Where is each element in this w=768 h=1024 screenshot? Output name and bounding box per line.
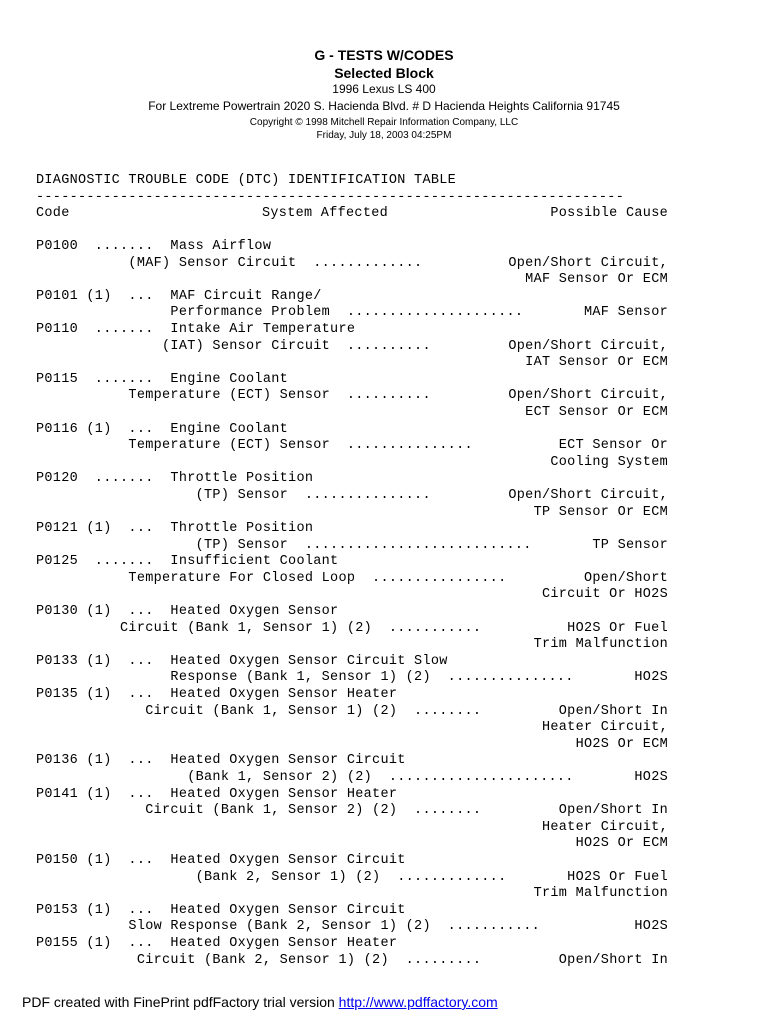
table-line	[36, 936, 668, 953]
copyright-line: Copyright © 1998 Mitchell Repair Information Company, LLC	[249, 117, 519, 128]
table-line	[36, 571, 668, 588]
line-cause-text: Heater Circuit,	[541, 720, 668, 736]
line-system-text: (TP) Sensor ...............	[36, 487, 431, 503]
line-system-text: P0150 (1) ... Heated Oxygen Sensor Circuit	[36, 852, 406, 868]
table-line	[36, 538, 668, 555]
line-system-text: P0125 ....... Insufficient Coolant	[36, 554, 339, 570]
table-line	[36, 355, 668, 372]
table-line	[36, 587, 668, 604]
line-cause-text: Trim Malfunction	[533, 637, 668, 653]
table-line	[36, 720, 668, 737]
table-line	[36, 438, 668, 455]
table-line	[36, 737, 668, 754]
table-line	[36, 953, 668, 970]
table-line	[36, 422, 668, 439]
line-cause-text: HO2S	[634, 770, 668, 785]
line-cause-text: Open/Short Circuit,	[508, 388, 668, 404]
footer-text: PDF created with FinePrint pdfFactory trial version	[22, 994, 339, 1010]
document-header	[0, 46, 768, 142]
line-system-text: P0110 ....... Intake Air Temperature	[36, 321, 356, 337]
table-line	[36, 903, 668, 920]
line-system-text: Circuit (Bank 2, Sensor 1) (2) .........	[36, 952, 482, 968]
line-cause-text: Open/Short In	[558, 703, 668, 719]
line-system-text: P0136 (1) ... Heated Oxygen Sensor Circuit	[36, 753, 406, 769]
table-line	[36, 305, 668, 322]
table-line	[36, 471, 668, 488]
line-cause-text: HO2S Or ECM	[575, 836, 668, 852]
line-cause-text: ECT Sensor Or ECM	[525, 404, 668, 420]
line-cause-text: HO2S Or ECM	[575, 736, 668, 752]
line-system-text: P0100 ....... Mass Airflow	[36, 239, 272, 254]
line-system-text: (TP) Sensor ...........................	[36, 537, 532, 553]
footer-link[interactable]: http://www.pdffactory.com	[338, 994, 498, 1010]
table-line	[36, 870, 668, 887]
line-system-text: Temperature (ECT) Sensor ...............	[36, 438, 473, 454]
line-system-text: P0130 (1) ... Heated Oxygen Sensor	[36, 604, 339, 620]
line-system-text: P0155 (1) ... Heated Oxygen Sensor Heater	[36, 935, 398, 951]
line-system-text: P0121 (1) ... Throttle Position	[36, 521, 314, 537]
line-cause-text: MAF Sensor Or ECM	[525, 272, 668, 288]
document-title: G - TESTS W/CODES	[314, 47, 454, 63]
table-line	[36, 289, 668, 306]
line-system-text: P0153 (1) ... Heated Oxygen Sensor Circuit	[36, 902, 406, 918]
document-subtitle: Selected Block	[334, 65, 434, 81]
line-system-text: Circuit (Bank 1, Sensor 2) (2) ........	[36, 803, 482, 819]
table-rule: ----------------------------------------------------------------------	[36, 190, 625, 205]
line-system-text: P0135 (1) ... Heated Oxygen Sensor Heater	[36, 687, 398, 703]
line-cause-text: Open/Short Circuit,	[508, 255, 668, 271]
table-line	[36, 322, 668, 339]
table-line	[36, 687, 668, 704]
table-line	[36, 853, 668, 870]
table-line	[36, 886, 668, 903]
table-line	[36, 505, 668, 522]
table-line	[36, 339, 668, 356]
table-line	[36, 239, 668, 256]
table-line	[36, 256, 668, 273]
line-system-text: P0115 ....... Engine Coolant	[36, 371, 289, 387]
table-line	[36, 554, 668, 571]
table-line	[36, 803, 668, 820]
line-system-text: Circuit (Bank 1, Sensor 1) (2) ........	[36, 703, 482, 719]
line-cause-text: Trim Malfunction	[533, 886, 668, 902]
table-line	[36, 521, 668, 538]
table-line	[36, 372, 668, 389]
line-system-text: Performance Problem .....................	[36, 305, 524, 321]
table-line	[36, 836, 668, 853]
line-cause-text: ECT Sensor Or	[558, 438, 668, 454]
column-header-system: System Affected	[262, 206, 389, 221]
table-line	[36, 753, 668, 770]
line-cause-text: Open/Short In	[558, 803, 668, 819]
line-cause-text: Open/Short Circuit,	[508, 487, 668, 503]
table-line	[36, 919, 668, 936]
line-cause-text: IAT Sensor Or ECM	[525, 355, 668, 371]
table-line	[36, 455, 668, 472]
line-cause-text: TP Sensor	[592, 537, 668, 553]
table-line	[36, 637, 668, 654]
line-cause-text: HO2S Or Fuel	[567, 620, 668, 636]
table-line	[36, 388, 668, 405]
table-line	[36, 405, 668, 422]
line-system-text: (MAF) Sensor Circuit .............	[36, 255, 423, 271]
table-line	[36, 787, 668, 804]
line-system-text: P0133 (1) ... Heated Oxygen Sensor Circuit Slow	[36, 653, 448, 669]
line-cause-text: Cooling System	[550, 454, 668, 470]
line-system-text: Temperature For Closed Loop ................	[36, 570, 507, 586]
line-system-text: P0116 (1) ... Engine Coolant	[36, 421, 289, 437]
table-line	[36, 704, 668, 721]
table-line	[36, 604, 668, 621]
address-line: For Lextreme Powertrain 2020 S. Hacienda Blvd. # D Hacienda Heights California 91745	[148, 99, 620, 113]
line-system-text: (Bank 2, Sensor 1) (2) .............	[36, 869, 507, 885]
date-line: Friday, July 18, 2003 04:25PM	[316, 130, 452, 141]
line-cause-text: HO2S Or Fuel	[567, 869, 668, 885]
line-cause-text: HO2S	[634, 670, 668, 686]
table-line	[36, 820, 668, 837]
line-cause-text: MAF Sensor	[583, 305, 668, 321]
dtc-table-body	[36, 239, 668, 969]
table-line	[36, 670, 668, 687]
line-system-text: Response (Bank 1, Sensor 1) (2) ...............	[36, 670, 574, 686]
table-line	[36, 488, 668, 505]
column-header-cause: Possible Cause	[550, 206, 668, 221]
line-system-text: Temperature (ECT) Sensor ..........	[36, 388, 431, 404]
line-cause-text: Circuit Or HO2S	[541, 587, 668, 603]
table-line	[36, 621, 668, 638]
line-cause-text: Open/Short In	[558, 952, 668, 968]
line-cause-text: Open/Short Circuit,	[508, 338, 668, 354]
table-title: DIAGNOSTIC TROUBLE CODE (DTC) IDENTIFICATION TABLE	[36, 173, 457, 188]
table-line	[36, 654, 668, 671]
line-system-text: P0101 (1) ... MAF Circuit Range/	[36, 288, 322, 304]
line-system-text: (IAT) Sensor Circuit ..........	[36, 338, 431, 354]
table-line	[36, 272, 668, 289]
line-cause-text: Open/Short	[583, 570, 668, 586]
line-cause-text: Heater Circuit,	[541, 819, 668, 835]
pdf-footer	[22, 993, 498, 1011]
line-system-text: P0120 ....... Throttle Position	[36, 471, 314, 487]
column-header-code: Code	[36, 206, 70, 221]
line-system-text: P0141 (1) ... Heated Oxygen Sensor Heater	[36, 786, 398, 802]
line-system-text: (Bank 1, Sensor 2) (2) ......................	[36, 770, 574, 785]
table-line	[36, 770, 668, 787]
line-cause-text: TP Sensor Or ECM	[533, 504, 668, 520]
vehicle-line: 1996 Lexus LS 400	[332, 82, 436, 96]
line-system-text: Circuit (Bank 1, Sensor 1) (2) ...........	[36, 620, 482, 636]
line-system-text: Slow Response (Bank 2, Sensor 1) (2) ...........	[36, 919, 541, 935]
line-cause-text: HO2S	[634, 919, 668, 935]
